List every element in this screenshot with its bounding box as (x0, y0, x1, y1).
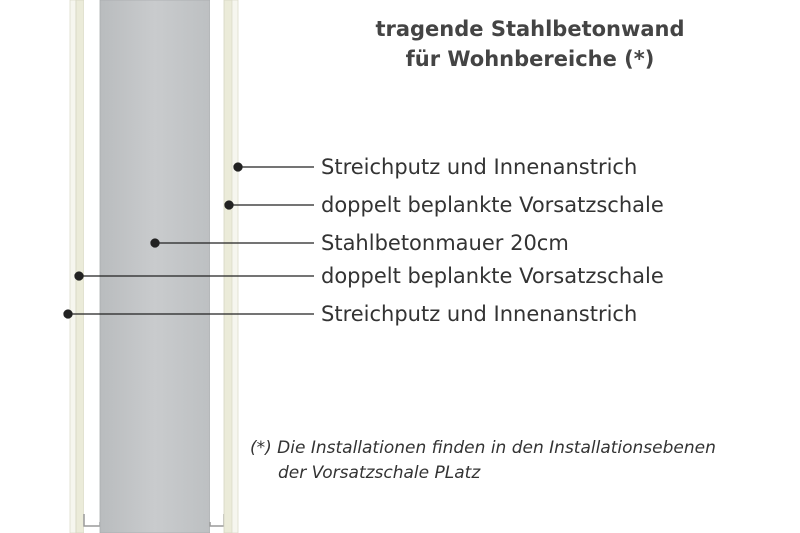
left-plaster-layer (70, 0, 76, 533)
footnote (250, 436, 716, 486)
diagram-title (320, 14, 740, 74)
callout-label-vorsatzschale-right: doppelt beplankte Vorsatzschale (321, 193, 664, 217)
callout-label-streichputz-left: Streichputz und Innenanstrich (321, 302, 638, 326)
leader-dot-vorsatzschale-left (75, 272, 83, 280)
callout-label-stahlbeton: Stahlbetonmauer 20cm (321, 231, 569, 255)
footnote-line-1: (*) Die Installationen finden in den Installationsebenen (250, 438, 716, 458)
right-plaster-layer (232, 0, 238, 533)
leader-dot-streichputz-left (64, 310, 72, 318)
footnote-line-2: der Vorsatzschale PLatz (278, 463, 481, 483)
left-board-layer (76, 0, 84, 533)
right-board-layer (224, 0, 232, 533)
callout-label-streichputz-right: Streichputz und Innenanstrich (321, 155, 638, 179)
title-line-1: tragende Stahlbetonwand (375, 17, 685, 41)
leader-dot-streichputz-right (234, 163, 242, 171)
left-installation-cavity (84, 0, 100, 533)
leader-dot-vorsatzschale-right (225, 201, 233, 209)
title-line-2: für Wohnbereiche (*) (405, 47, 655, 71)
callout-label-vorsatzschale-left: doppelt beplankte Vorsatzschale (321, 264, 664, 288)
concrete-wall (100, 0, 210, 533)
right-installation-cavity (210, 0, 224, 533)
leader-dot-stahlbeton (151, 239, 159, 247)
